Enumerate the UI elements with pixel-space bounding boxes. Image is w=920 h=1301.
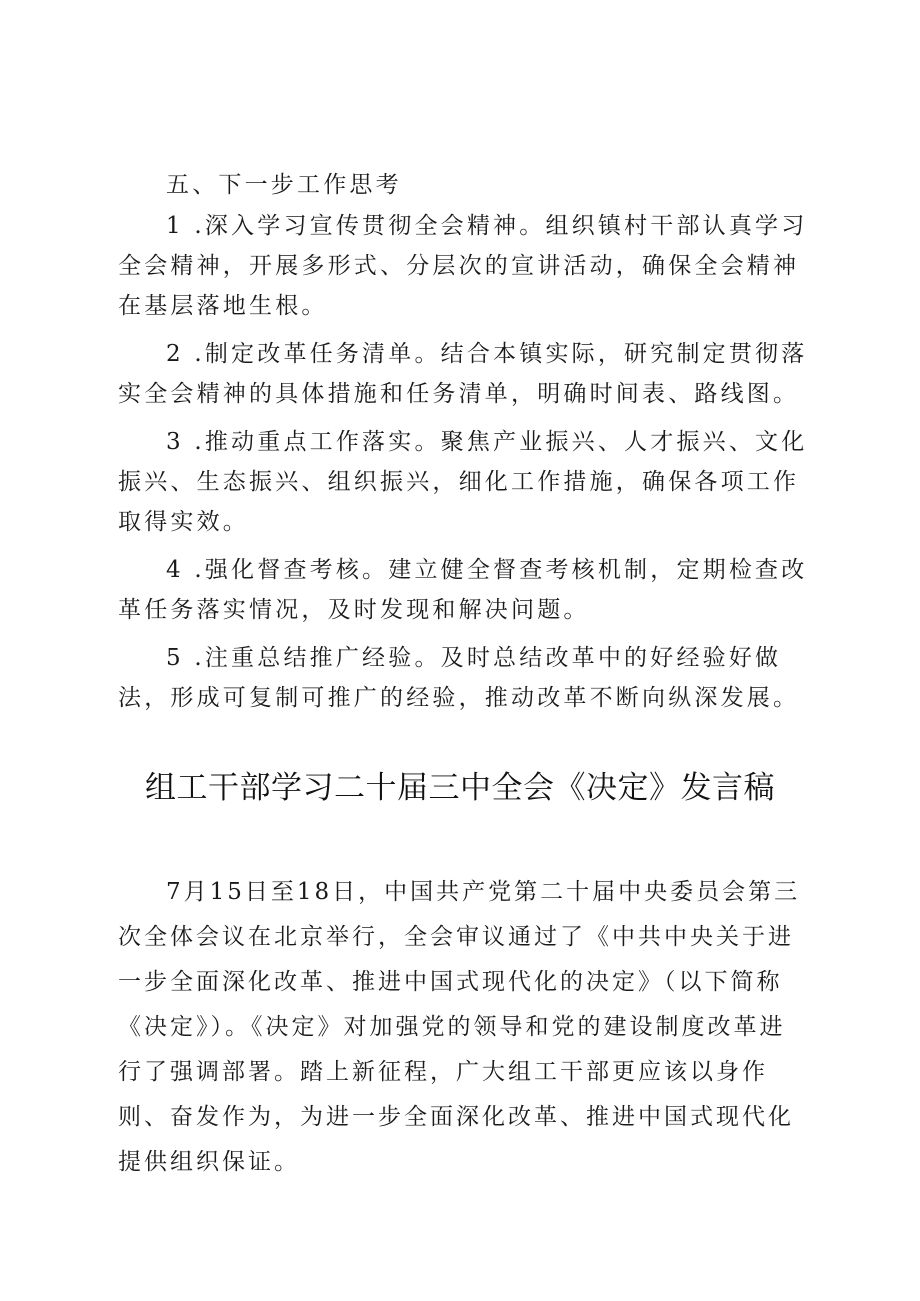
list-item-4: 4 .强化督查考核。建立健全督查考核机制，定期检查改革任务落实情况，及时发现和解决问题。 bbox=[118, 557, 808, 623]
work-plan-list bbox=[118, 206, 808, 726]
list-item-3: 3 .推动重点工作落实。聚焦产业振兴、人才振兴、文化振兴、生态振兴、组织振兴，细化工作措施，确保各项工作取得实效。 bbox=[118, 429, 808, 535]
document-title: 组工干部学习二十届三中全会《决定》发言稿 bbox=[145, 770, 775, 806]
section-heading: 五、下一步工作思考 bbox=[166, 172, 402, 198]
list-item-2: 2 .制定改革任务清单。结合本镇实际，研究制定贯彻落实全会精神的具体措施和任务清单，明确时间表、路线图。 bbox=[118, 341, 808, 407]
list-item-1: 1 .深入学习宣传贯彻全会精神。组织镇村干部认真学习全会精神，开展多形式、分层次的宣讲活动，确保全会精神在基层落地生根。 bbox=[118, 213, 808, 319]
intro-paragraph: 7月15日至18日，中国共产党第二十届中央委员会第三次全体会议在北京举行，全会审议通过了《中共中央关于进一步全面深化改革、推进中国式现代化的决定》（以下简称《决定》）。《决定》对加强党的领导和党的建设制度改革进行了强调部署。踏上新征程，广大组工干部更应该以身作则、奋发作为，为进一步全面深化改革、推进中国式现代化提供组织保证。 bbox=[118, 879, 801, 1175]
list-item-5: 5 .注重总结推广经验。及时总结改革中的好经验好做法，形成可复制可推广的经验，推动改革不断向纵深发展。 bbox=[118, 645, 800, 711]
